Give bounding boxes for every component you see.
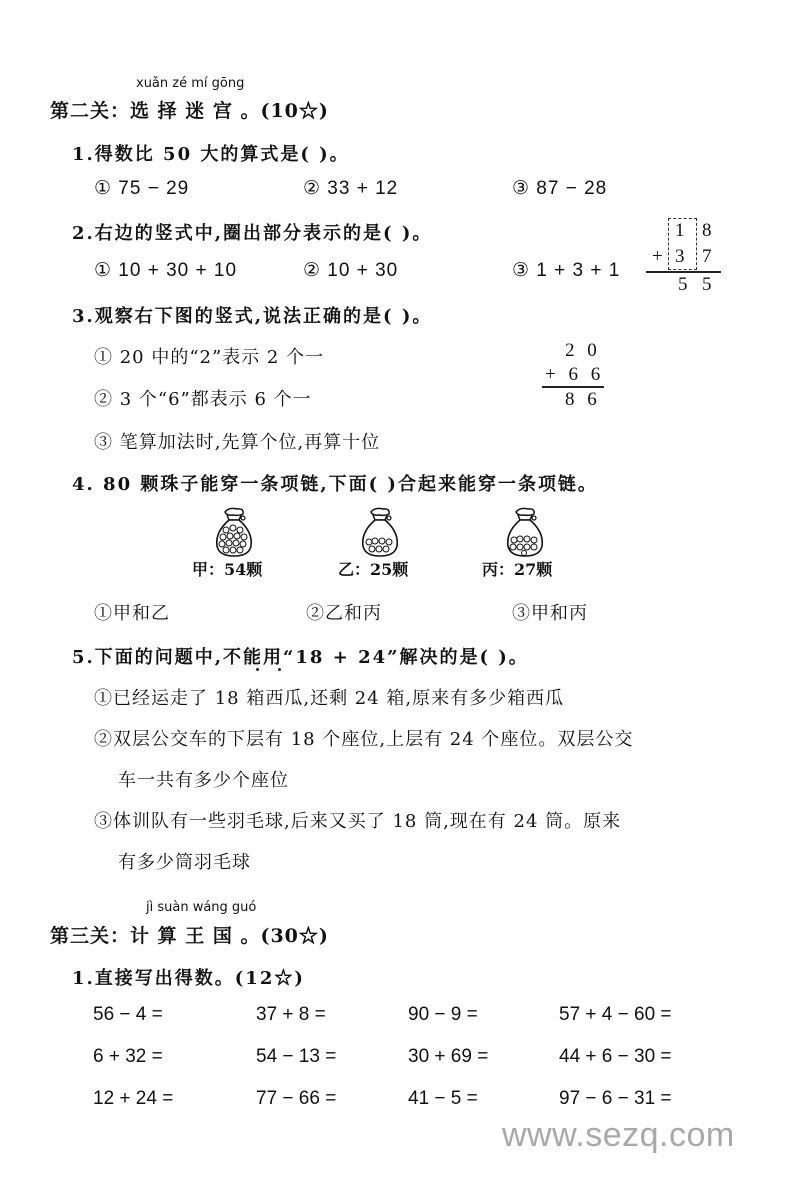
- calc-item: 37 + 8 =: [256, 1004, 326, 1025]
- q2-row2-tens: 3: [675, 246, 685, 267]
- q2-result-tens: 5: [678, 274, 688, 295]
- watermark: www.sezq.com: [502, 1116, 735, 1154]
- bead-bag-icon: [502, 506, 548, 558]
- q5-option-1: ①已经运走了 18 箱西瓜,还剩 24 箱,原来有多少箱西瓜: [94, 688, 565, 709]
- q5-option-3-cont: 有多少筒羽毛球: [118, 852, 251, 873]
- q3-sum-line: [542, 386, 604, 388]
- question-2-stem: 2.右边的竖式中,圈出部分表示的是( )。: [72, 223, 433, 244]
- question-4-stem: 4. 80 颗珠子能穿一条项链,下面( )合起来能穿一条项链。: [72, 474, 598, 495]
- q1-option-1: ① 75 − 29: [94, 178, 190, 199]
- q4-option-2: ②乙和丙: [306, 603, 382, 624]
- section3-pinyin: jì suàn wáng guó: [146, 900, 257, 915]
- calc-item: 97 − 6 − 31 =: [559, 1088, 672, 1109]
- calc-item: 44 + 6 − 30 =: [559, 1046, 672, 1067]
- bead-bag-icon: [211, 506, 257, 558]
- calc-item: 57 + 4 − 60 =: [559, 1004, 672, 1025]
- q1-option-3: ③ 87 − 28: [512, 178, 608, 199]
- calc-item: 30 + 69 =: [408, 1046, 489, 1067]
- q2-option-3: ③ 1 + 3 + 1: [512, 260, 621, 281]
- calc-item: 77 − 66 =: [256, 1088, 337, 1109]
- q2-option-1: ① 10 + 30 + 10: [94, 260, 238, 281]
- q3-option-2: ② 3 个“6”都表示 6 个一: [94, 389, 312, 410]
- q2-row1-ones: 8: [702, 220, 712, 241]
- q1-option-2: ② 33 + 12: [303, 178, 399, 199]
- calc-item: 90 − 9 =: [408, 1004, 478, 1025]
- q3-option-3: ③ 笔算加法时,先算个位,再算十位: [94, 432, 381, 453]
- q2-option-2: ② 10 + 30: [303, 260, 399, 281]
- calc-item: 56 − 4 =: [93, 1004, 163, 1025]
- q4-option-3: ③甲和丙: [512, 603, 588, 624]
- q2-result-ones: 5: [702, 274, 712, 295]
- q5-option-2-cont: 车一共有多少个座位: [118, 770, 289, 791]
- emphasis-dot: [278, 668, 281, 671]
- section2-pinyin: xuǎn zé mí gōng: [136, 76, 245, 91]
- calc-item: 41 − 5 =: [408, 1088, 478, 1109]
- bead-bag-icon: [357, 506, 403, 558]
- calc-item: 12 + 24 =: [93, 1088, 174, 1109]
- emphasis-dot: [256, 668, 259, 671]
- q3-row2: + 6 6: [545, 364, 605, 385]
- section3-title: 第三关：计 算 王 国 。(30☆): [50, 925, 329, 947]
- bag-label-jia: 甲：54颗: [192, 560, 263, 579]
- bag-label-bing: 丙：27颗: [482, 560, 553, 579]
- section3-sub-question: 1.直接写出得数。(12☆): [72, 968, 305, 989]
- q2-sum-line: [646, 271, 721, 273]
- q3-row1: 2 0: [565, 340, 601, 361]
- q4-option-1: ①甲和乙: [94, 603, 170, 624]
- calc-item: 6 + 32 =: [93, 1046, 163, 1067]
- q3-result: 8 6: [565, 389, 601, 410]
- question-1-stem: 1.得数比 50 大的算式是( )。: [72, 144, 350, 165]
- q2-row1-tens: 1: [675, 220, 685, 241]
- q5-option-3: ③体训队有一些羽毛球,后来又买了 18 筒,现在有 24 筒。原来: [94, 811, 622, 832]
- q5-option-2: ②双层公交车的下层有 18 个座位,上层有 24 个座位。双层公交: [94, 729, 634, 750]
- question-5-stem: 5.下面的问题中,不能用“18 + 24”解决的是( )。: [72, 647, 529, 668]
- q3-option-1: ① 20 中的“2”表示 2 个一: [94, 347, 325, 368]
- bag-label-yi: 乙：25颗: [338, 560, 409, 579]
- question-3-stem: 3.观察右下图的竖式,说法正确的是( )。: [72, 306, 433, 327]
- q2-row2-ones: 7: [702, 246, 712, 267]
- q2-plus: +: [652, 246, 663, 267]
- section2-title: 第二关：选 择 迷 宫 。(10☆): [50, 100, 329, 122]
- calc-item: 54 − 13 =: [256, 1046, 337, 1067]
